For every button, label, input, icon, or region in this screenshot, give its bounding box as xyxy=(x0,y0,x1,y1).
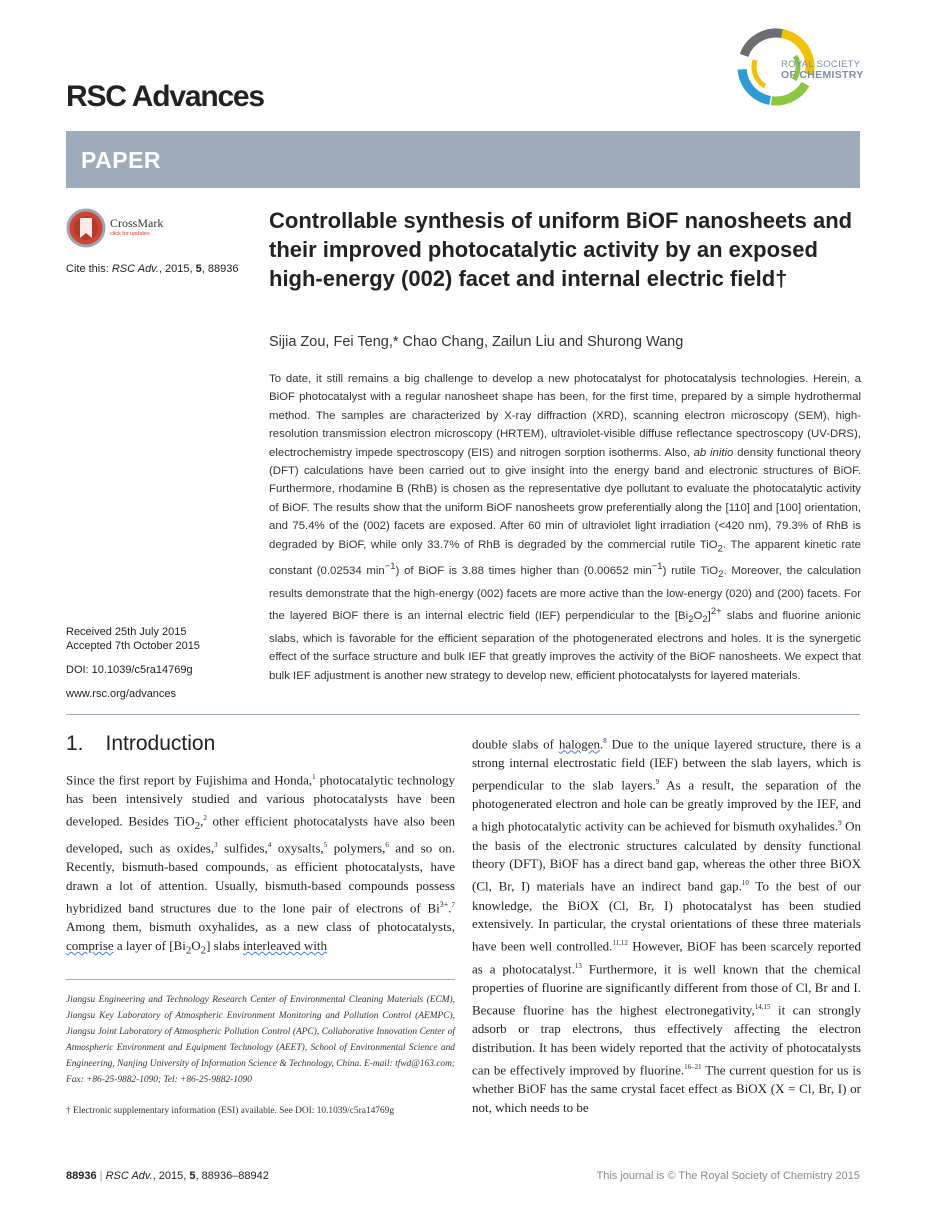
esi-footnote: † Electronic supplementary information (ESI) available. See DOI: 10.1039/c5ra14769g xyxy=(66,1106,395,1116)
footer-page-number: 88936 xyxy=(66,1170,97,1182)
abstract-text: ab initio xyxy=(693,446,734,459)
section-number: 1. xyxy=(66,732,84,755)
abstract-subscript: 2 xyxy=(702,614,708,626)
received-date: Received 25th July 2015 xyxy=(66,626,187,638)
body-text: . xyxy=(599,736,604,752)
body-text: As a result, the separation of the photogenerated electron and hole can be greatly improved by the IEF, and a high photocatalytic activity can be achieved for bismuth oxyhalides. xyxy=(472,777,861,834)
footer-separator: | xyxy=(96,1170,106,1182)
subscript: 2 xyxy=(200,944,207,957)
body-text: double slabs of xyxy=(472,736,559,752)
cite-year: , 2015, xyxy=(158,263,196,275)
citation-ref[interactable]: 14,15 xyxy=(754,1002,771,1011)
citation-ref[interactable]: 5 xyxy=(323,840,328,849)
citation-ref[interactable]: 9 xyxy=(838,819,842,828)
abstract-text: slabs and fluorine anionic slabs, which is favorable for the efficient separation of the photogenerated electrons and holes. It is the synergetic effect of the surface structure and bulk IEF that greatly improves the activity of the BiOF nanosheets. We expect that bulk IEF adjustment is another new strategy to develop new, efficient photocatalysts for layered materials. xyxy=(269,610,861,682)
article-type-label: PAPER xyxy=(81,147,162,173)
footer-copyright: This journal is © The Royal Society of Chemistry 2015 xyxy=(596,1170,860,1182)
citation-ref[interactable]: 10 xyxy=(741,879,749,888)
abstract-superscript: 2+ xyxy=(710,606,722,618)
journal-title: RSC Advances xyxy=(66,80,264,113)
citation-ref[interactable]: 8 xyxy=(603,737,607,745)
abstract-superscript: −1 xyxy=(384,561,396,573)
abstract-text: ) of BiOF is 3.88 times higher than (0.00652 min xyxy=(395,565,652,578)
citation-ref[interactable]: 2 xyxy=(203,814,207,823)
body-text: Due to the unique layered structure, there is a strong internal electrostatic field (IEF) between the slab layers, which is perpendicular to the slab layers. xyxy=(472,736,862,793)
cite-prefix: Cite this: xyxy=(66,263,112,275)
abstract-superscript: −1 xyxy=(651,561,663,573)
citation-ref[interactable]: 11,12 xyxy=(612,939,628,948)
citation-ref[interactable]: 7 xyxy=(451,901,455,910)
abstract-text: density functional theory (DFT) calculations have been carried out to give insight into the energy band and electronic structures of BiOF. Furthermore, rhodamine B (RhB) is chosen as the representative dye pollutant to evaluate the photocatalytic activity of BiOF. The results show that the uniform BiOF nanosheets grow preferentially along the [110] and [100] orientation, and 75.4% of the (002) facets are exposed. After 60 min of ultraviolet light irradiation (<420 nm), 79.3% of RhB is degraded by BiOF, while only 33.7% of RhB is degraded by the commercial rutile TiO xyxy=(269,446,862,551)
paper-title: Controllable synthesis of uniform BiOF nanosheets and their improved photocatalytic activity by an exposed high-energy (002) facet and internal electric field† xyxy=(269,208,853,291)
citation-ref[interactable]: 4 xyxy=(267,840,272,849)
abstract-text: . The apparent kinetic rate constant (0.02534 min xyxy=(269,538,861,578)
footer-year: , 2015, xyxy=(152,1170,190,1182)
logo-line-2: OF CHEMISTRY xyxy=(781,69,864,81)
footer-pages: , 88936–88942 xyxy=(195,1170,269,1182)
abstract-subscript: 2 xyxy=(717,542,723,554)
cite-page: , 88936 xyxy=(201,263,239,275)
body-text: However, BiOF has been scarcely reported as a photocatalyst. xyxy=(472,938,861,976)
abstract-text: O xyxy=(693,610,703,623)
body-text: polymers, xyxy=(327,840,386,856)
subscript: 2 xyxy=(194,820,201,833)
body-text: . xyxy=(448,900,452,916)
abstract-text: To date, it still remains a big challenge to develop a new photocatalyst for photocatalysis technologies. Herein, a BiOF photocatalyst with a regular nanosheet shape has been, for the first time, prepared by a simple hydrothermal method. The samples are characterized by X-ray diffraction (XRD), scanning electron microscopy (SEM), high-resolution transmission electron microscopy (HRTEM), ultraviolet-visible diffuse reflectance spectroscopy (UV-DRS), electrochemistry impede spectroscopy (EIS) and nitrogen sorption isotherms. Also, xyxy=(269,373,861,459)
crossmark-icon xyxy=(66,208,106,248)
citation-ref[interactable]: 9 xyxy=(655,778,660,787)
body-text: Furthermore, it is well known that the chemical properties of fluorine are significantly different from those of Cl, Br and I. Because fluorine has the highest electronegativity, xyxy=(472,960,862,1018)
footer-journal: RSC Adv. xyxy=(105,1170,153,1182)
intro-left-column xyxy=(66,768,455,961)
section-heading xyxy=(66,732,215,756)
body-text: other efficient photocatalysts have also been developed, such as oxides, xyxy=(66,813,455,856)
spellcheck-word: halogen xyxy=(558,736,600,752)
body-text: photocatalytic technology has been intensively studied and various photocatalysts have been developed. Besides TiO xyxy=(66,772,455,829)
body-text: sulfides, xyxy=(217,840,268,856)
citation xyxy=(66,263,238,275)
body-text: , xyxy=(200,813,204,829)
crossmark-badge[interactable] xyxy=(66,208,106,248)
intro-right-column xyxy=(472,732,861,1118)
citation-ref[interactable]: 13 xyxy=(574,961,582,970)
body-text: The current question for us is whether BiOF has the same crystal facet effect as BiOX (X = Cl, Br, I) or not, which needs to be xyxy=(472,1062,862,1115)
cite-journal: RSC Adv. xyxy=(111,263,159,275)
body-text: and so on. Recently, bismuth-based compounds, as efficient photocatalysts, have drawn a lot of attention. Usually, bismuth-based compounds possess hybridized band structures due to the lone pair of electrons of Bi xyxy=(66,840,455,916)
footer-citation xyxy=(66,1170,269,1182)
body-text: oxysalts, xyxy=(271,840,324,856)
abstract-divider xyxy=(66,714,860,715)
affiliation-footnote: Jiangsu Engineering and Technology Research Center of Environmental Cleaning Materials (ECM), Jiangsu Key Laboratory of Atmospheric Environment Monitoring and Pollution Control (AEMPC), Jiangsu Joint Laboratory of Atmospheric Pollution Control (APC), Collaborative Innovation Center of Atmospheric Environment and Equipment Technology (AEET), School of Environmental Science and Engineering, Nanjing University of Information Science & Technology, China. E-mail: tfwd@163.com; Fax: +86-25-9882-1090; Tel: +86-25-9882-1090 xyxy=(66,995,455,1085)
body-text: a layer of [Bi xyxy=(113,938,186,954)
author-list: Sijia Zou, Fei Teng,* Chao Chang, Zailun Liu and Shurong Wang xyxy=(269,334,684,350)
accepted-date: Accepted 7th October 2015 xyxy=(66,640,200,652)
abstract-text: ] xyxy=(707,610,711,623)
spellcheck-word: comprise xyxy=(66,938,114,954)
body-text: Since the first report by Fujishima and Honda, xyxy=(66,772,313,788)
body-text: O xyxy=(191,938,201,954)
abstract-text: ) rutile TiO xyxy=(662,565,719,578)
subscript: 2 xyxy=(185,944,192,957)
body-text: it can strongly adsorb or trap electrons, thus effectively affecting the electron distribution. It has been widely reported that the activity of photocatalysts can be effectively improved by fluorine. xyxy=(472,1002,861,1078)
body-text: Among them, bismuth oxyhalides, as a new class of photocatalysts, xyxy=(66,919,455,935)
logo-line-1: ROYAL SOCIETY xyxy=(781,59,861,70)
abstract-text: . Moreover, the calculation results demonstrate that the high-energy (002) facets are more active than the low-energy (020) and (200) facets. For the layered BiOF there is an internal electric field (IEF) perpendicular to the [Bi xyxy=(269,565,861,623)
citation-ref[interactable]: 1 xyxy=(312,773,316,781)
abstract-subscript: 2 xyxy=(718,569,724,581)
citation-ref[interactable]: 6 xyxy=(385,840,389,849)
body-text: ] slabs xyxy=(206,938,243,954)
cite-volume: 5 xyxy=(195,263,202,275)
doi[interactable]: DOI: 10.1039/c5ra14769g xyxy=(66,664,193,676)
body-text: On the basis of the electronic structures calculated by density functional theory (DFT), BiOF has a direct band gap, whereas the other three BiOX (Cl, Br, I) materials have an indirect band gap. xyxy=(472,818,861,894)
citation-ref[interactable]: 3 xyxy=(214,840,218,849)
rsc-logo-text xyxy=(781,60,864,80)
body-text: To the best of our knowledge, the BiOX (Cl, Br, I) photocatalyst has been studied extensively. In particular, the crystal orientations of these three materials have been well controlled. xyxy=(472,878,862,954)
citation-ref[interactable]: 16–21 xyxy=(684,1062,702,1071)
crossmark-sublabel[interactable]: click for updates xyxy=(110,231,150,237)
abstract-subscript: 2 xyxy=(688,614,694,626)
journal-url[interactable]: www.rsc.org/advances xyxy=(66,688,177,700)
footnote-divider xyxy=(66,979,455,980)
article-type-banner xyxy=(66,131,860,188)
superscript: 3+ xyxy=(439,900,449,910)
abstract xyxy=(269,370,861,685)
section-title: Introduction xyxy=(105,732,216,755)
spellcheck-word: interleaved with xyxy=(242,938,328,954)
footer-volume: 5 xyxy=(189,1170,196,1182)
crossmark-label[interactable]: CrossMark xyxy=(110,216,164,230)
